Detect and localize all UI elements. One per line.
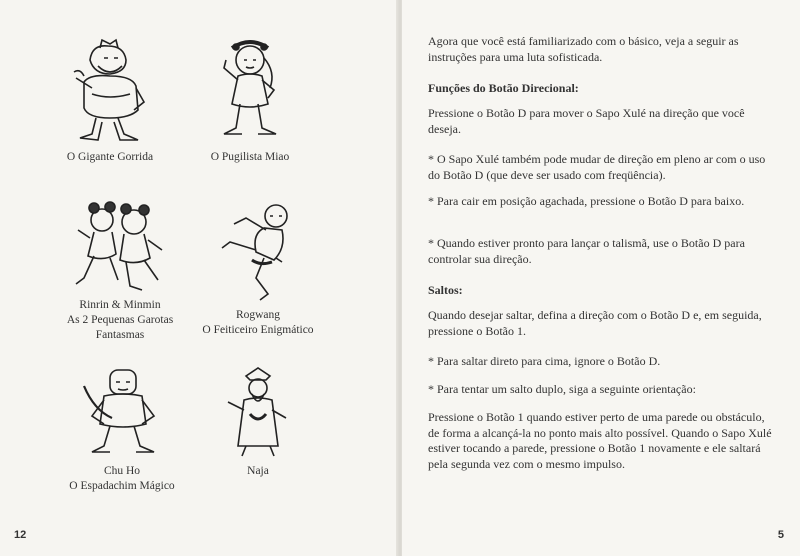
- character-caption: [60, 298, 180, 343]
- character-gorrida: [50, 38, 170, 165]
- character-caption: [198, 464, 318, 479]
- right-page: [402, 0, 800, 556]
- character-miao: [190, 38, 310, 165]
- paragraph-jump-up: * Para saltar direto para cima, ignore o Botão D.: [428, 354, 661, 368]
- character-caption: [50, 150, 170, 165]
- caption-line: Naja: [247, 465, 269, 477]
- character-caption: [190, 150, 310, 165]
- caption-line: Fantasmas: [95, 329, 145, 341]
- rogwang-illustration: [216, 200, 300, 304]
- caption-line: O Feiticeiro Enigmático: [202, 324, 314, 336]
- page-number-right: 5: [777, 529, 784, 541]
- paragraph-talisman: * Quando estiver pronto para lançar o talismã, use o Botão D para controlar sua direção.: [428, 236, 745, 266]
- character-chu-ho: [62, 366, 182, 494]
- caption-line: Chu Ho: [103, 465, 141, 477]
- rinrin-minmin-illustration: [74, 200, 166, 294]
- character-caption: [62, 464, 182, 494]
- character-naja: [198, 366, 318, 479]
- paragraph-crouch: * Para cair em posição agachada, pressione o Botão D para baixo.: [428, 194, 745, 208]
- heading-saltos: Saltos:: [428, 283, 463, 297]
- character-rinrin-minmin: [60, 200, 180, 343]
- paragraph-move: Pressione o Botão D para mover o Sapo Xulé na direção que você deseja.: [428, 106, 745, 136]
- paragraph-double-jump: * Para tentar um salto duplo, siga a seguinte orientação:: [428, 382, 696, 396]
- paragraph-jump: Quando desejar saltar, defina a direção com o Botão D e, em seguida, pressione o Botão 1.: [428, 308, 762, 338]
- paragraph-double-jump-detail: Pressione o Botão 1 quando estiver perto de uma parede ou obstáculo, de forma a alcançá-la no ponto mais alto possível. Quando o Sapo Xulé estiver tocando a parede, pressione o Botão 1 novamente e ele saltará pela segunda vez com o mesmo impulso.: [428, 410, 772, 471]
- character-rogwang: [198, 200, 318, 338]
- miao-illustration: [210, 38, 290, 146]
- chu-ho-illustration: [80, 366, 164, 460]
- character-caption: [198, 308, 318, 338]
- heading-direcional: Funções do Botão Direcional:: [428, 81, 579, 95]
- naja-illustration: [216, 366, 300, 460]
- paragraph-air: * O Sapo Xulé também pode mudar de direção em pleno ar com o uso do Botão D (que deve ser usado com freqüência).: [428, 152, 766, 182]
- intro-paragraph: Agora que você está familiarizado com o básico, veja a seguir as instruções para uma luta sofisticada.: [428, 34, 739, 64]
- caption-line: O Pugilista Miao: [210, 151, 290, 163]
- caption-line: O Espadachim Mágico: [69, 480, 175, 492]
- caption-line: O Gigante Gorrida: [66, 151, 154, 163]
- caption-line: As 2 Pequenas Garotas: [66, 314, 174, 326]
- page-number-left: 12: [14, 529, 27, 541]
- caption-line: Rogwang: [235, 309, 281, 321]
- caption-line: Rinrin & Minmin: [79, 299, 161, 311]
- gorrida-illustration: [70, 38, 150, 146]
- left-page: [0, 0, 398, 556]
